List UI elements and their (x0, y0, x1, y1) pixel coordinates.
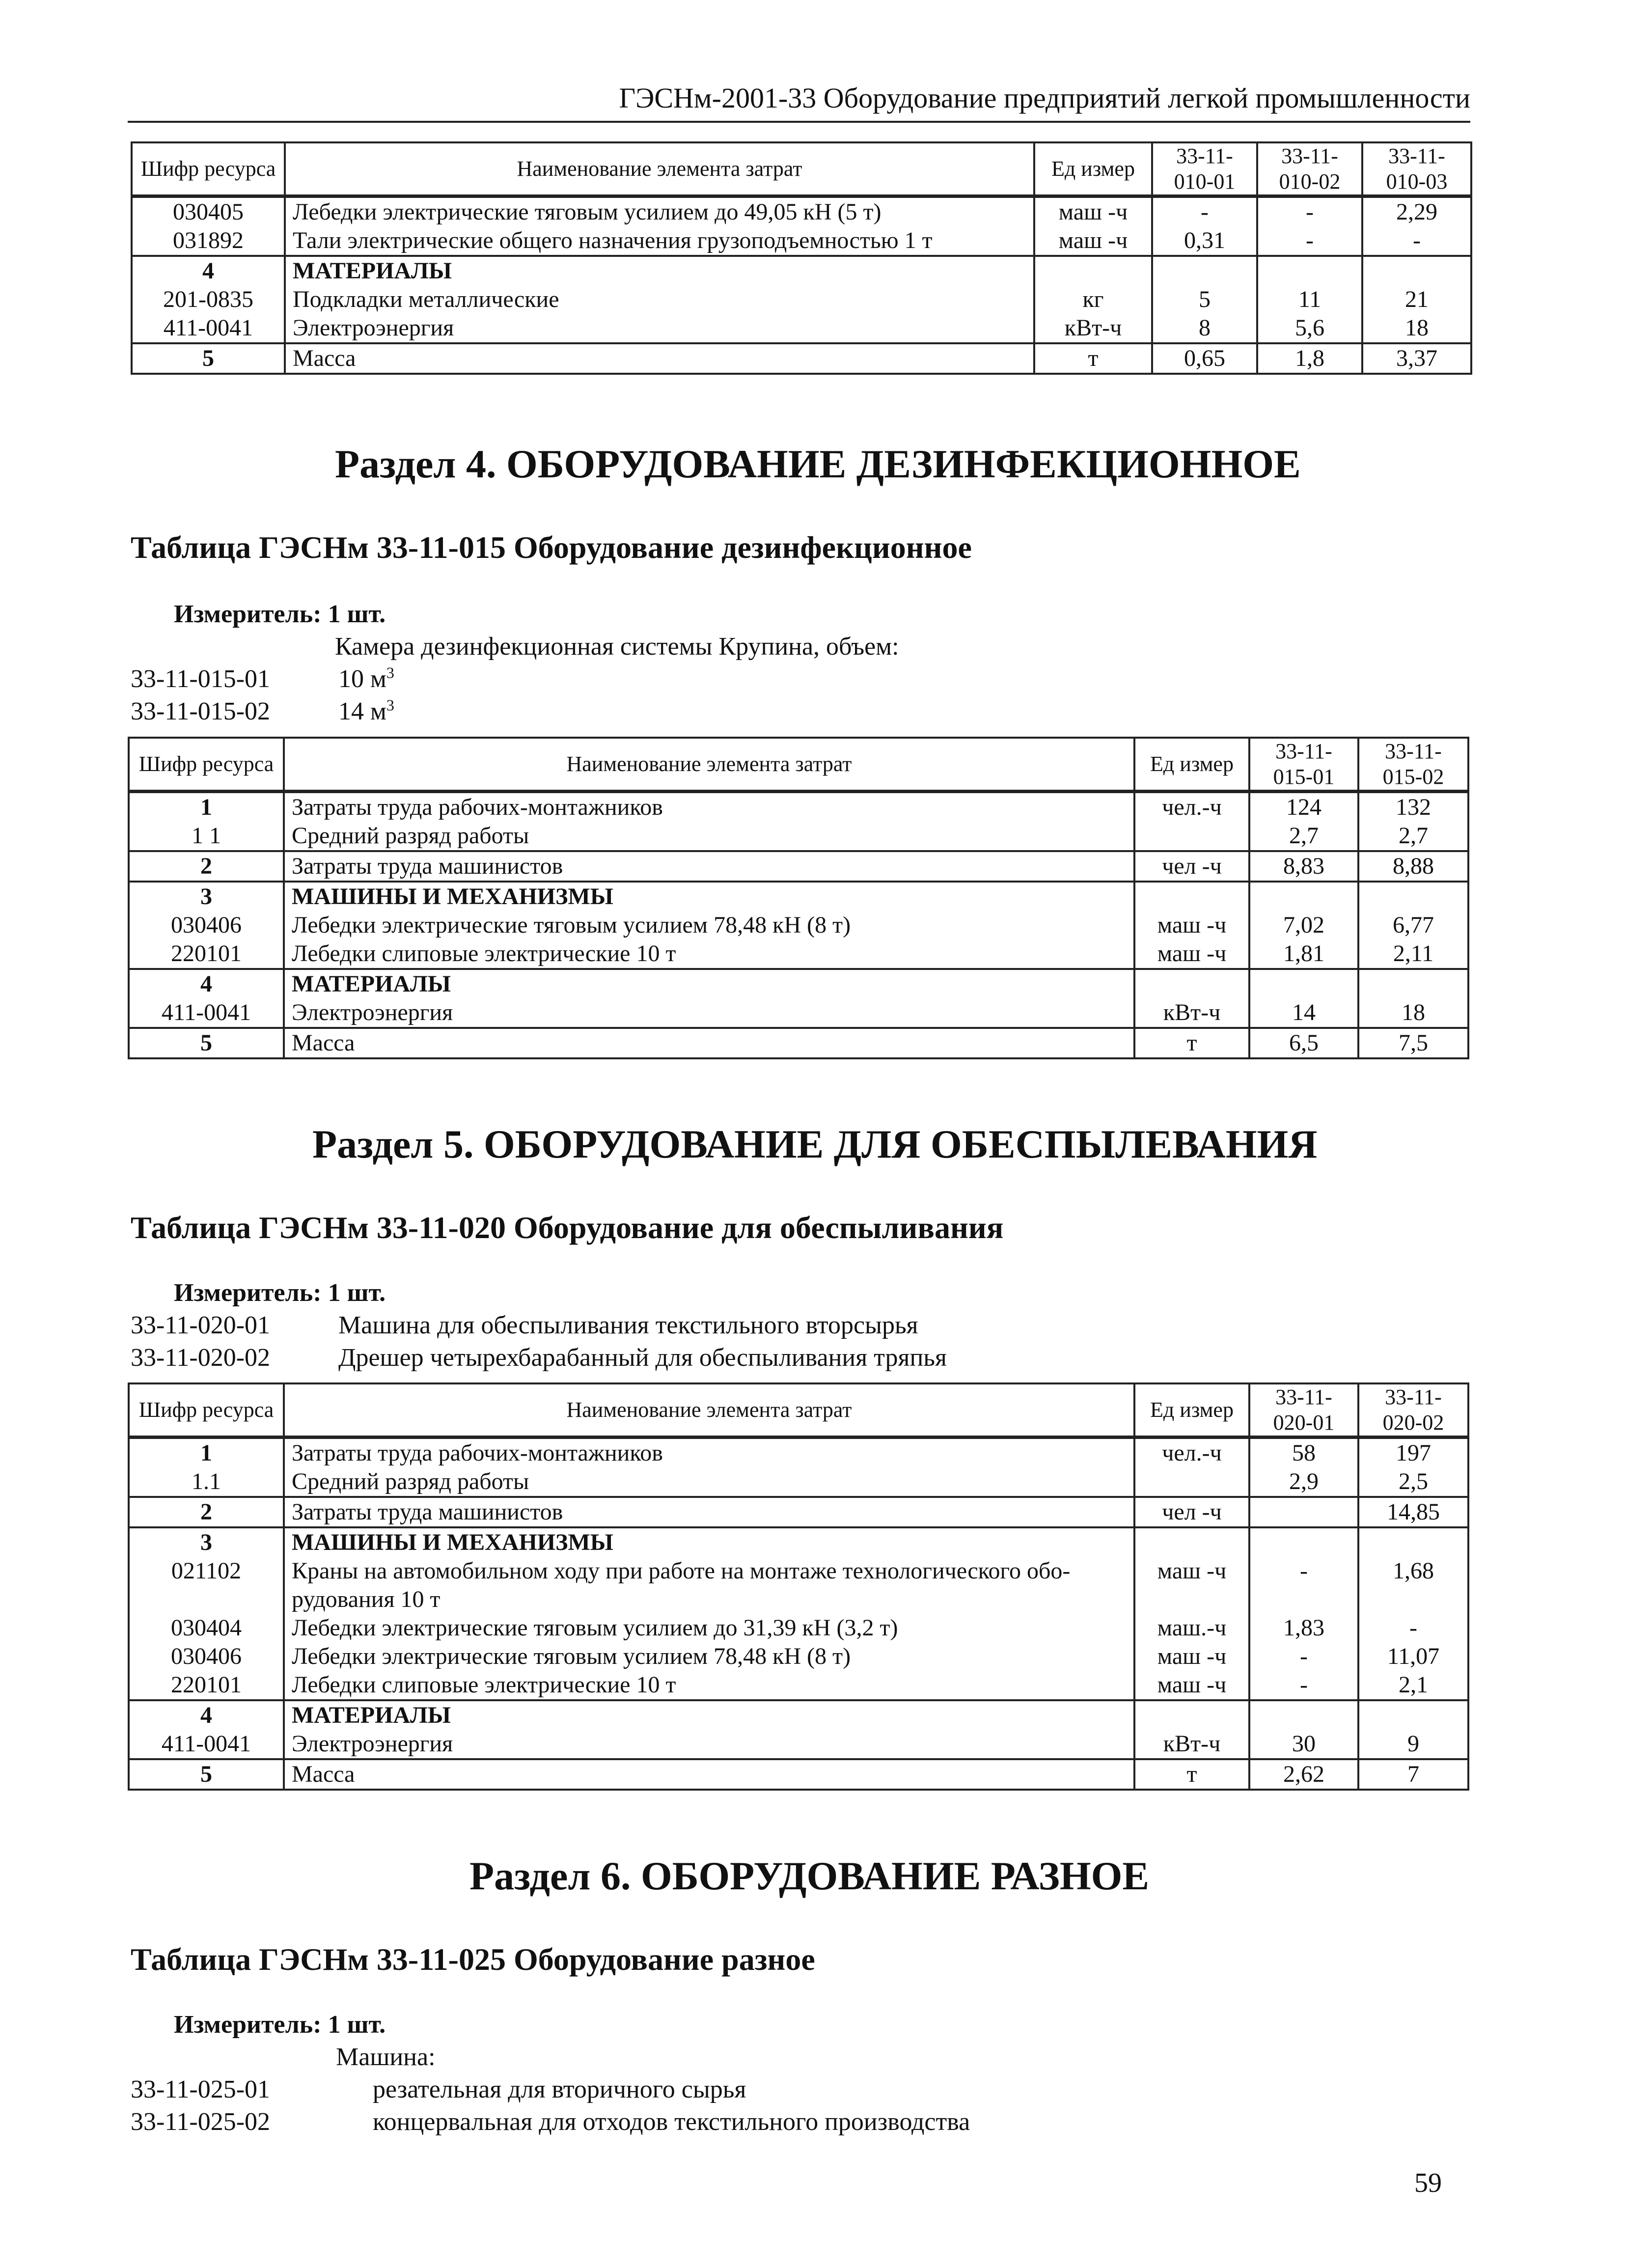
cell-value: 30 (1249, 1730, 1358, 1759)
norm-code: 33-11-020-01 (131, 1311, 271, 1339)
meter-label: Измеритель: (174, 1279, 322, 1307)
cell-name: МАТЕРИАЛЫ (284, 1700, 1134, 1730)
section-title: Раздел 6. ОБОРУДОВАНИЕ РАЗНОЕ (469, 1853, 1150, 1898)
table-row (129, 882, 1468, 911)
table-row (129, 1614, 1468, 1642)
cell-unit: маш -ч (1034, 226, 1152, 256)
cell-value: 18 (1358, 998, 1468, 1028)
cell-name: Лебедки слиповые электрические 10 т (284, 940, 1134, 969)
cell-name: Тали электрические общего назначения грузоподъемностью 1 т (285, 226, 1034, 256)
meter-value: 1 шт. (328, 2011, 386, 2039)
cell-value: 2,7 (1249, 822, 1358, 851)
cell-unit: чел.-ч (1134, 792, 1249, 822)
meter-line (174, 1277, 385, 1309)
cell-unit (1034, 256, 1152, 285)
table-row (129, 1700, 1468, 1730)
cell-value: 11 (1257, 285, 1362, 314)
cell-code: 030404 (129, 1614, 284, 1642)
cell-name: Масса (284, 1759, 1134, 1790)
table-row (129, 1497, 1468, 1527)
table-row (132, 196, 1471, 227)
cell-value: 124 (1249, 792, 1358, 822)
table-row (129, 1759, 1468, 1790)
cell-value: 1,68 (1358, 1557, 1468, 1614)
cell-value (1249, 1700, 1358, 1730)
cell-value: 2,11 (1358, 940, 1468, 969)
col-header-norm: 33-11- 010-01 (1152, 142, 1257, 196)
cell-name: Лебедки электрические тяговым усилием до 49,05 кН (5 т) (285, 196, 1034, 227)
resource-table-015 (128, 737, 1469, 1059)
table-row (132, 343, 1471, 374)
cell-unit: т (1134, 1759, 1249, 1790)
cell-value: 132 (1358, 792, 1468, 822)
col-header-unit: Ед измер (1134, 738, 1249, 792)
norm-text: концервальная для отходов текстильного производства (373, 2108, 970, 2136)
cell-value: 2,7 (1358, 822, 1468, 851)
cell-value (1152, 256, 1257, 285)
cell-unit: чел -ч (1134, 1497, 1249, 1527)
cell-unit: маш.-ч (1134, 1614, 1249, 1642)
cell-code: 030405 (132, 196, 285, 227)
meter-label: Измеритель: (174, 2011, 322, 2039)
table-header-row (132, 142, 1471, 196)
cell-name: Лебедки электрические тяговым усилием 78,48 кН (8 т) (284, 911, 1134, 940)
cell-name: Затраты труда машинистов (284, 1497, 1134, 1527)
norm-text: резательная для вторичного сырья (373, 2075, 746, 2103)
cell-value: - (1257, 226, 1362, 256)
norm-code: 33-11-025-02 (131, 2108, 271, 2136)
section-title: Раздел 5. ОБОРУДОВАНИЕ ДЛЯ ОБЕСПЫЛЕВАНИЯ (312, 1122, 1318, 1166)
cell-value: 7,5 (1358, 1028, 1468, 1058)
meter-line (174, 2009, 385, 2041)
norm-item (131, 663, 394, 695)
cell-code: 4 (129, 969, 284, 998)
norm-code: 33-11-025-01 (131, 2075, 271, 2103)
cell-code: 5 (132, 343, 285, 374)
cell-value: 5,6 (1257, 314, 1362, 343)
resource-table-010 (131, 141, 1472, 375)
norm-item (131, 1342, 947, 1374)
cell-name: Подкладки металлические (285, 285, 1034, 314)
cell-code: 1 (129, 1437, 284, 1468)
cell-value (1249, 1527, 1358, 1557)
cell-value: 1,8 (1257, 343, 1362, 374)
cell-value: - (1249, 1642, 1358, 1671)
cell-name: Электроэнергия (284, 1730, 1134, 1759)
cell-unit (1134, 969, 1249, 998)
cell-value: 2,62 (1249, 1759, 1358, 1790)
cell-name: МАШИНЫ И МЕХАНИЗМЫ (284, 1527, 1134, 1557)
cell-value: 7 (1358, 1759, 1468, 1790)
cell-value: 6,77 (1358, 911, 1468, 940)
norm-code: 33-11-015-02 (131, 697, 271, 725)
cell-unit: кВт-ч (1134, 998, 1249, 1028)
col-header-name: Наименование элемента затрат (284, 1383, 1134, 1437)
cell-name: Лебедки электрические тяговым усилием до 31,39 кН (3,2 т) (284, 1614, 1134, 1642)
cell-value: 21 (1362, 285, 1471, 314)
cell-name: Затраты труда рабочих-монтажников (284, 1437, 1134, 1468)
col-header-unit: Ед измер (1034, 142, 1152, 196)
cell-value: 0,31 (1152, 226, 1257, 256)
col-header-code: Шифр ресурса (129, 738, 284, 792)
cell-value: 7,02 (1249, 911, 1358, 940)
table-row (129, 1527, 1468, 1557)
table-row (129, 792, 1468, 822)
running-header: ГЭСНм-2001-33 Оборудование предприятий легкой промышленности (128, 79, 1470, 123)
cell-code: 220101 (129, 940, 284, 969)
cell-code: 2 (129, 1497, 284, 1527)
table-row (129, 1467, 1468, 1497)
cell-unit: маш -ч (1134, 1557, 1249, 1614)
cell-unit: маш -ч (1134, 911, 1249, 940)
cell-value: 5 (1152, 285, 1257, 314)
table-row (129, 1028, 1468, 1058)
cell-name: Лебедки слиповые электрические 10 т (284, 1671, 1134, 1700)
cell-name: МАШИНЫ И МЕХАНИЗМЫ (284, 882, 1134, 911)
table-header-row (129, 1383, 1468, 1437)
cell-name: Электроэнергия (285, 314, 1034, 343)
cell-code: 411-0041 (129, 998, 284, 1028)
cell-unit (1134, 822, 1249, 851)
norm-text: 10 м (338, 665, 386, 693)
table-title: Таблица ГЭСНм 33-11-015 Оборудование дезинфекционное (131, 530, 972, 565)
cell-value: - (1249, 1671, 1358, 1700)
table-row (129, 911, 1468, 940)
cell-name: Масса (285, 343, 1034, 374)
cell-value (1257, 256, 1362, 285)
cell-value: 3,37 (1362, 343, 1471, 374)
table-row (129, 940, 1468, 969)
norm-text: 14 м (338, 697, 386, 725)
cell-name: Электроэнергия (284, 998, 1134, 1028)
cell-value (1358, 1527, 1468, 1557)
cell-code: 220101 (129, 1671, 284, 1700)
cell-code: 5 (129, 1028, 284, 1058)
page-number: 59 (1414, 2168, 1442, 2198)
cell-code: 1 (129, 792, 284, 822)
table-row (132, 285, 1471, 314)
cell-value (1362, 256, 1471, 285)
cell-code: 1 1 (129, 822, 284, 851)
table-row (129, 822, 1468, 851)
cell-value: - (1358, 1614, 1468, 1642)
cell-value: 6,5 (1249, 1028, 1358, 1058)
col-header-norm: 33-11- 015-02 (1358, 738, 1468, 792)
cell-unit (1134, 1700, 1249, 1730)
norm-code: 33-11-020-02 (131, 1344, 271, 1372)
cell-value: 197 (1358, 1437, 1468, 1468)
table-row (129, 1437, 1468, 1468)
cell-code: 4 (129, 1700, 284, 1730)
cell-value (1358, 882, 1468, 911)
cell-value: 18 (1362, 314, 1471, 343)
cell-value: 0,65 (1152, 343, 1257, 374)
cell-value: 14 (1249, 998, 1358, 1028)
norm-text: Дрешер четырехбарабанный для обеспыливания тряпья (338, 1344, 947, 1372)
resource-table-020 (128, 1382, 1469, 1791)
table-row (129, 1642, 1468, 1671)
table-title: Таблица ГЭСНм 33-11-020 Оборудование для обеспыливания (131, 1210, 1004, 1245)
norm-sup: 3 (386, 696, 394, 714)
table-row (129, 1557, 1468, 1614)
cell-name: МАТЕРИАЛЫ (284, 969, 1134, 998)
cell-unit: кг (1034, 285, 1152, 314)
cell-value: - (1249, 1557, 1358, 1614)
table-row (129, 998, 1468, 1028)
cell-value (1358, 969, 1468, 998)
cell-value: 1,81 (1249, 940, 1358, 969)
cell-code: 201-0835 (132, 285, 285, 314)
cell-value: 8 (1152, 314, 1257, 343)
cell-name: Краны на автомобильном ходу при работе на монтаже технологического обо- рудования 10 т (284, 1557, 1134, 1614)
cell-value: 8,88 (1358, 851, 1468, 882)
cell-value: - (1257, 196, 1362, 227)
cell-unit: т (1134, 1028, 1249, 1058)
table-row (132, 314, 1471, 343)
cell-code: 5 (129, 1759, 284, 1790)
cell-code: 3 (129, 882, 284, 911)
cell-code: 030406 (129, 911, 284, 940)
norm-item (131, 1309, 918, 1342)
cell-value: 2,5 (1358, 1467, 1468, 1497)
norm-text: Машина для обеспыливания текстильного вторсырья (338, 1311, 918, 1339)
cell-value: 9 (1358, 1730, 1468, 1759)
cell-name: Затраты труда рабочих-монтажников (284, 792, 1134, 822)
cell-code: 411-0041 (129, 1730, 284, 1759)
cell-name: Затраты труда машинистов (284, 851, 1134, 882)
col-header-norm: 33-11- 015-01 (1249, 738, 1358, 792)
cell-code: 2 (129, 851, 284, 882)
cell-value (1249, 1497, 1358, 1527)
cell-value: - (1362, 226, 1471, 256)
cell-value: 1,83 (1249, 1614, 1358, 1642)
cell-name: Лебедки электрические тяговым усилием 78,48 кН (8 т) (284, 1642, 1134, 1671)
cell-unit (1134, 1527, 1249, 1557)
cell-code: 1.1 (129, 1467, 284, 1497)
cell-unit: маш -ч (1134, 940, 1249, 969)
col-header-norm: 33-11- 020-01 (1249, 1383, 1358, 1437)
norm-sup: 3 (386, 663, 394, 682)
cell-value: - (1152, 196, 1257, 227)
meter-label: Измеритель: (174, 600, 322, 628)
cell-name: Средний разряд работы (284, 1467, 1134, 1497)
col-header-norm: 33-11- 010-02 (1257, 142, 1362, 196)
cell-value: 11,07 (1358, 1642, 1468, 1671)
cell-value: 2,1 (1358, 1671, 1468, 1700)
col-header-name: Наименование элемента затрат (285, 142, 1034, 196)
cell-name: Средний разряд работы (284, 822, 1134, 851)
cell-code: 021102 (129, 1557, 284, 1614)
cell-unit: чел.-ч (1134, 1437, 1249, 1468)
table-row (132, 256, 1471, 285)
meter-value: 1 шт. (328, 600, 386, 628)
meter-value: 1 шт. (328, 1279, 386, 1307)
meter-line (174, 598, 385, 631)
cell-value: 2,29 (1362, 196, 1471, 227)
table-row (129, 1671, 1468, 1700)
cell-name: Масса (284, 1028, 1134, 1058)
cell-unit: кВт-ч (1134, 1730, 1249, 1759)
norm-item (131, 2106, 970, 2138)
cell-unit: т (1034, 343, 1152, 374)
cell-unit: чел -ч (1134, 851, 1249, 882)
cell-code: 4 (132, 256, 285, 285)
norm-item (131, 695, 394, 728)
col-header-name: Наименование элемента затрат (284, 738, 1134, 792)
norm-item (131, 2073, 746, 2106)
cell-unit: кВт-ч (1034, 314, 1152, 343)
table-header-row (129, 738, 1468, 792)
cell-unit: маш -ч (1134, 1642, 1249, 1671)
description: Камера дезинфекционная системы Крупина, объем: (335, 633, 899, 661)
cell-code: 031892 (132, 226, 285, 256)
cell-code: 030406 (129, 1642, 284, 1671)
cell-unit (1134, 882, 1249, 911)
cell-value: 14,85 (1358, 1497, 1468, 1527)
col-header-unit: Ед измер (1134, 1383, 1249, 1437)
cell-code: 411-0041 (132, 314, 285, 343)
norm-code: 33-11-015-01 (131, 665, 271, 693)
cell-unit: маш -ч (1034, 196, 1152, 227)
cell-value (1249, 882, 1358, 911)
col-header-norm: 33-11- 010-03 (1362, 142, 1471, 196)
col-header-norm: 33-11- 020-02 (1358, 1383, 1468, 1437)
cell-code: 3 (129, 1527, 284, 1557)
cell-value: 8,83 (1249, 851, 1358, 882)
table-row (129, 969, 1468, 998)
cell-value: 58 (1249, 1437, 1358, 1468)
cell-unit (1134, 1467, 1249, 1497)
col-header-code: Шифр ресурса (132, 142, 285, 196)
table-title: Таблица ГЭСНм 33-11-025 Оборудование разное (131, 1942, 815, 1977)
cell-value: 2,9 (1249, 1467, 1358, 1497)
table-row (129, 851, 1468, 882)
cell-value (1249, 969, 1358, 998)
table-row (129, 1730, 1468, 1759)
description: Машина: (336, 2043, 436, 2071)
col-header-code: Шифр ресурса (129, 1383, 284, 1437)
section-title: Раздел 4. ОБОРУДОВАНИЕ ДЕЗИНФЕКЦИОННОЕ (335, 442, 1301, 486)
table-row (132, 226, 1471, 256)
cell-name: МАТЕРИАЛЫ (285, 256, 1034, 285)
cell-value (1358, 1700, 1468, 1730)
cell-unit: маш -ч (1134, 1671, 1249, 1700)
